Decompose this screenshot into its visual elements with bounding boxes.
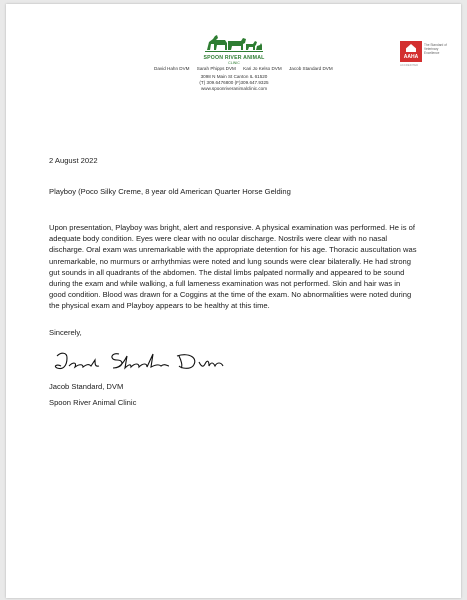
website-line: www.spoonriveranimalclinic.com	[200, 86, 268, 92]
doctor-name: Sarah Phipps DVM	[196, 66, 236, 71]
signer-clinic: Spoon River Animal Clinic	[49, 398, 137, 407]
doctor-list	[154, 66, 354, 71]
doctor-name: David Hahn DVM	[154, 66, 190, 71]
aaha-logo-text: AAHA	[403, 54, 419, 60]
doctor-name: Kari Jo Kelso DVM	[243, 66, 282, 71]
animals-silhouette-icon	[205, 30, 263, 54]
aaha-badge	[400, 41, 450, 67]
aaha-accredited: ACCREDITED	[400, 63, 419, 67]
phone-line: (T) 309.6476800 (F)309.647.9325	[199, 80, 269, 86]
aaha-caption: The Standard of Veterinary Excellence	[424, 43, 447, 55]
letter-subject: Playboy (Poco Silky Creme, 8 year old American Quarter Horse Gelding	[49, 187, 291, 196]
letter-date: 2 August 2022	[49, 156, 98, 165]
letter-body: Upon presentation, Playboy was bright, alert and responsive. A physical examination was performed. He is of adequate body condition. Eyes were clear with no ocular discharge. Nostrils were clear with no nasal discharge. Oral exam was unremarkable with the appropriate detention for his age. Thoracic auscultation was unremarkable, no murmurs or arrhythmias were noted and lung sounds were clear bilaterally. He had strong gut sounds in all quadrants of the abdomen. The distal limbs palpated normally and appeared to be sound during the exam and while walking, a full lameness examination was not performed. Skin and hair was in good condition. Blood was drawn for a Coggins at the time of the exam. No abnormalities were noted during the physical exam and Playboy appears to be healthy at this time.	[49, 223, 417, 311]
handwritten-signature	[49, 346, 299, 378]
letter-page	[6, 4, 461, 598]
clinic-address	[164, 74, 304, 93]
doctor-name: Jacob Standard DVM	[288, 66, 333, 71]
signer-name: Jacob Standard, DVM	[49, 382, 124, 391]
clinic-sub: CLINIC	[228, 61, 240, 65]
aaha-logo	[400, 41, 422, 62]
address-line: 3098 N Main St Canton IL 61520	[200, 74, 268, 79]
letter-closing: Sincerely,	[49, 328, 82, 337]
clinic-name: SPOON RIVER ANIMAL	[203, 55, 265, 61]
